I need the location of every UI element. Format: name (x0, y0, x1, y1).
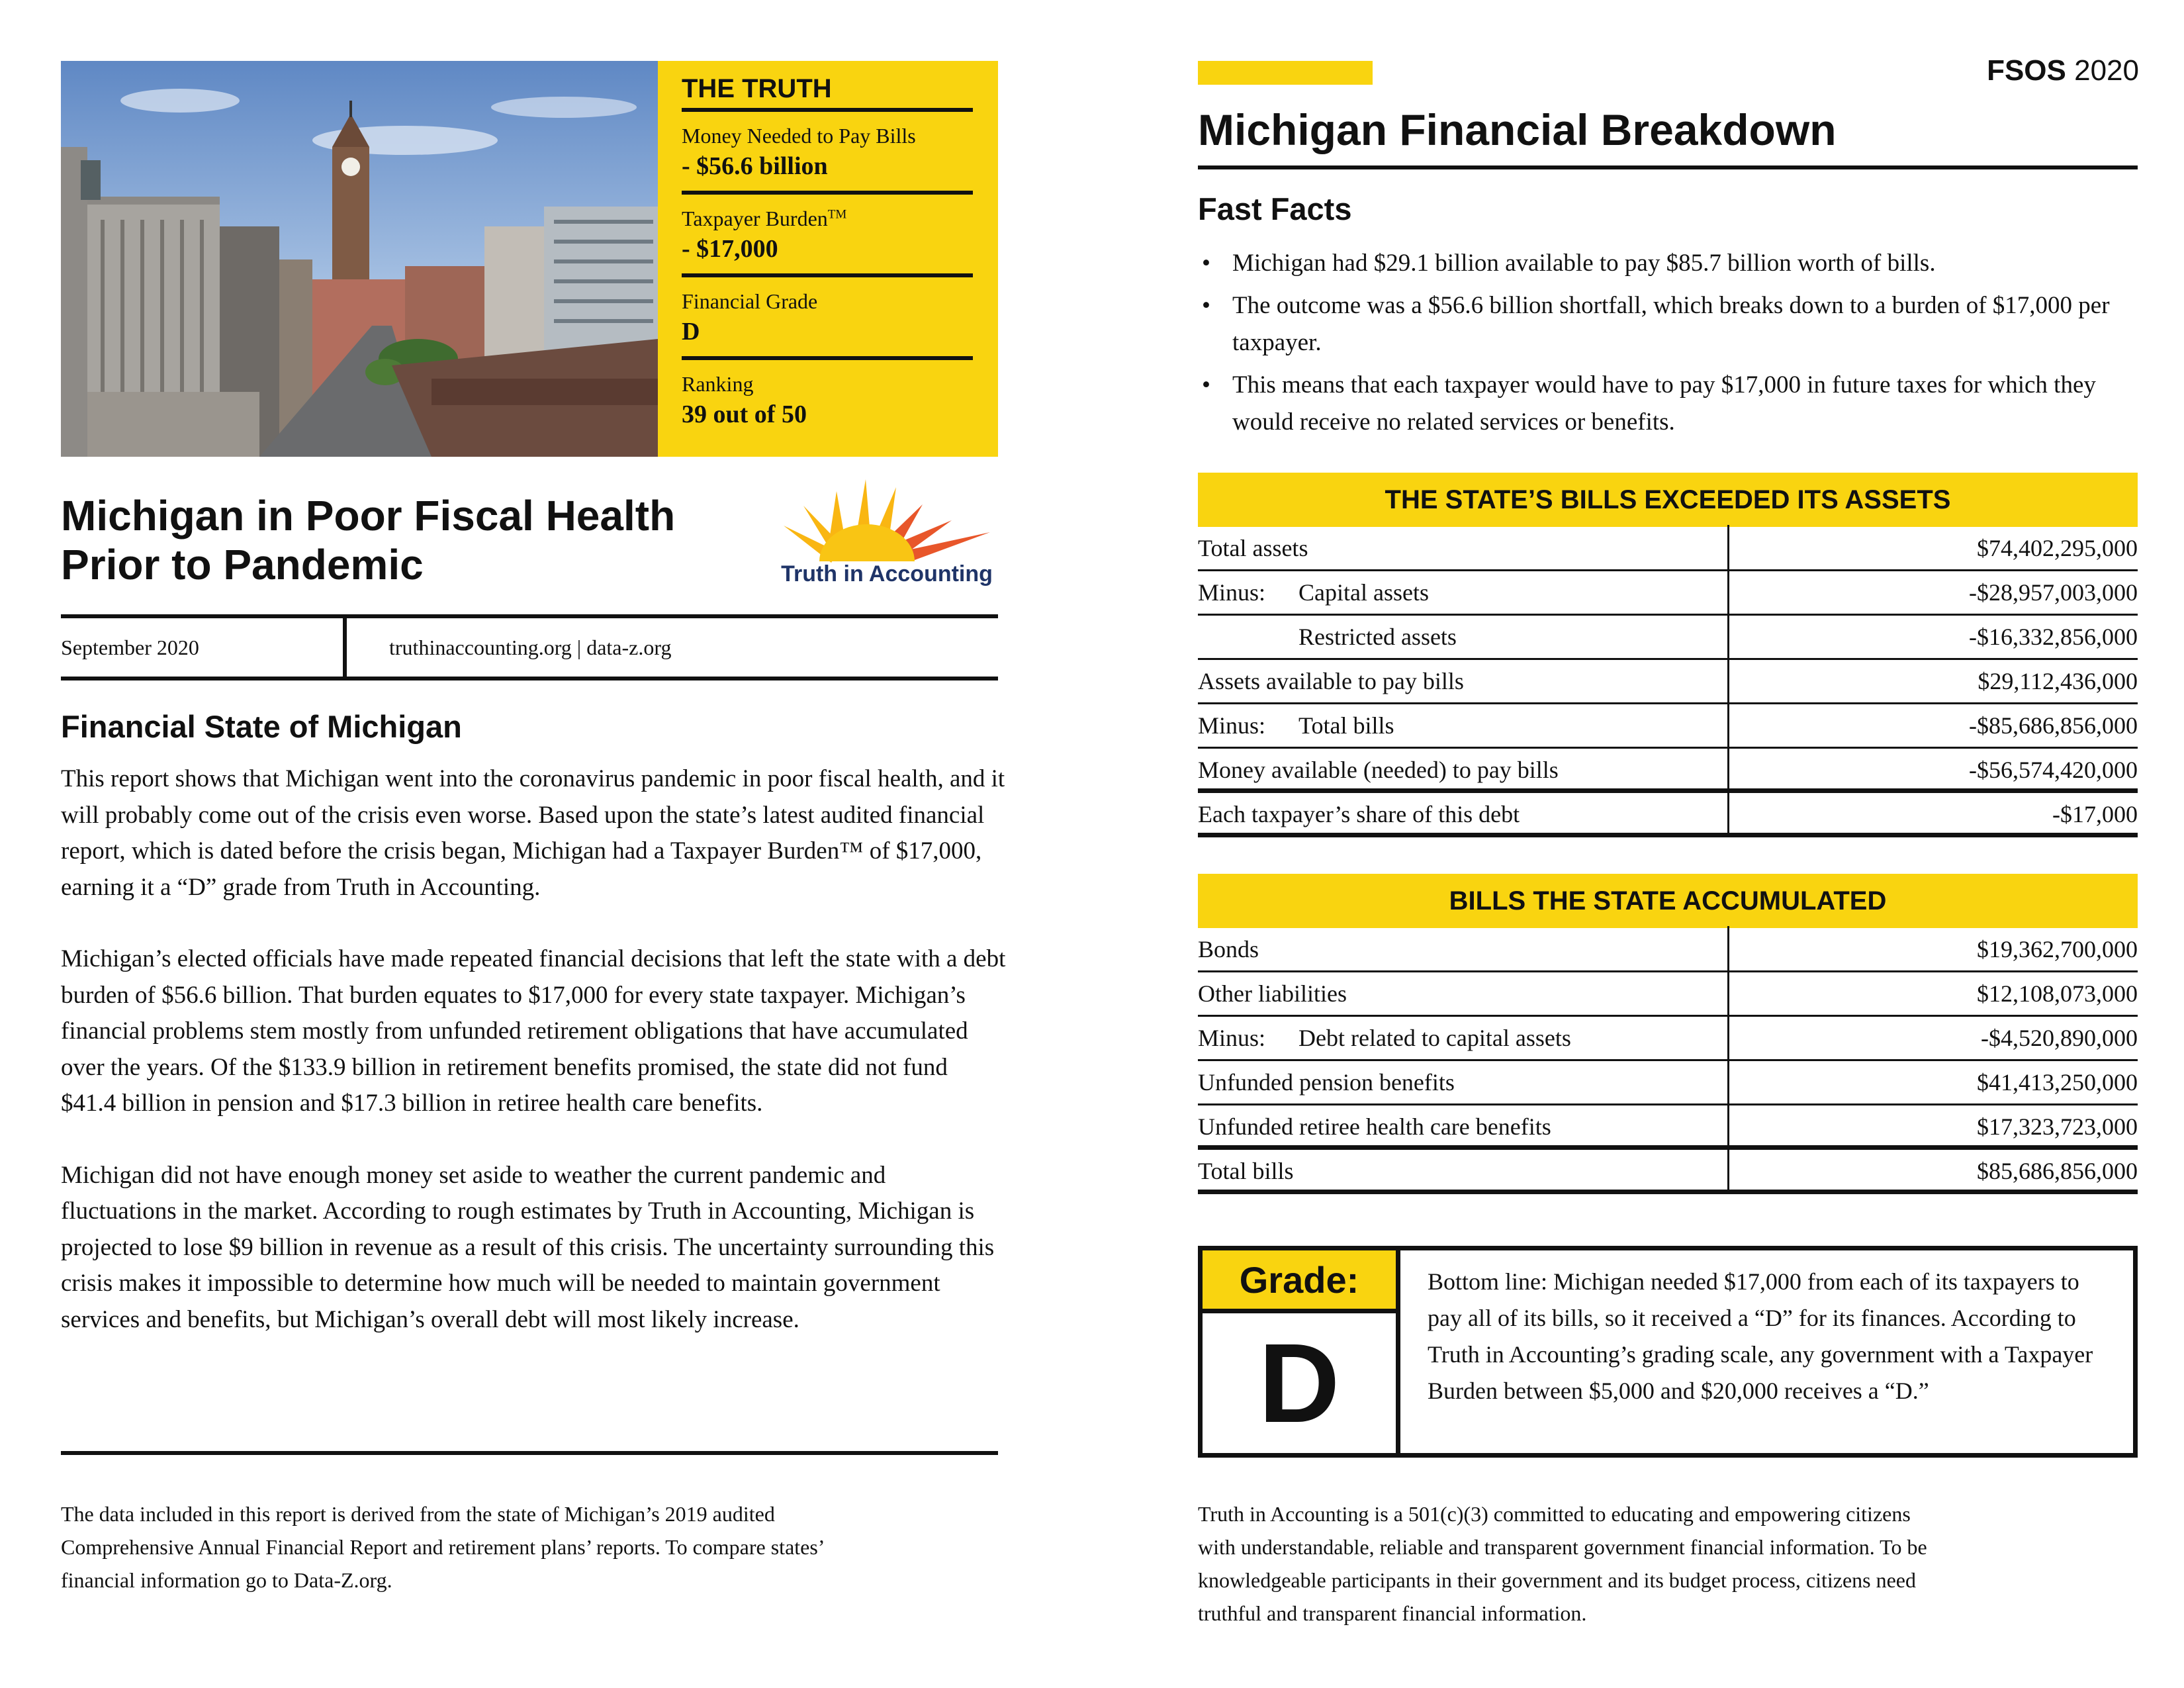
taxpayer-burden-value: - $17,000 (682, 234, 778, 263)
row-label: Total bills (1198, 1158, 1294, 1184)
column-divider (1727, 1015, 1729, 1061)
grade-box (1198, 1246, 2138, 1458)
fast-facts-heading: Fast Facts (1198, 191, 1352, 226)
fsos-bold: FSOS (1987, 54, 2066, 87)
row-label: Other liabilities (1198, 980, 1347, 1007)
body-paragraph: Michigan’s elected officials have made repeated financial decisions that left the state with a debt burden of $56.6 billion. That burden equates to $17,000 for every state taxpayer. Michigan’s financial problems stem mostly from unfunded retirement obligations that have accumulated over the years. Of the $133.9 billion in retirement benefits promised, the state did not fund $41.4 billion in pension and $17.3 billion in retiree health care benefits. (61, 945, 1006, 1117)
taxpayer-burden-item (682, 195, 973, 277)
row-value: -$16,332,856,000 (1969, 624, 2138, 650)
financial-grade-value: D (682, 317, 700, 346)
row-label-cell (1198, 1017, 1571, 1059)
bills-table-heading: BILLS THE STATE ACCUMULATED (1198, 874, 2138, 928)
table-row (1198, 749, 2138, 793)
financial-state-body (61, 761, 1007, 1374)
ranking-value: 39 out of 50 (682, 400, 807, 428)
assets-table (1198, 473, 2138, 837)
table-row (1198, 527, 2138, 571)
row-value: -$17,000 (2052, 801, 2138, 827)
report-title-line2: Prior to Pandemic (61, 541, 424, 588)
row-label-cell (1198, 704, 1394, 747)
column-divider (1727, 926, 1729, 972)
row-label: Unfunded retiree health care benefits (1198, 1113, 1551, 1140)
column-divider (1727, 614, 1729, 660)
row-value: $17,323,723,000 (1977, 1113, 2138, 1140)
bills-table (1198, 874, 2138, 1194)
row-value: $85,686,856,000 (1977, 1158, 2138, 1184)
row-value: -$4,520,890,000 (1981, 1025, 2138, 1051)
table-row (1198, 1061, 2138, 1105)
column-divider (1727, 1148, 1729, 1194)
row-value: -$28,957,003,000 (1969, 579, 2138, 606)
footnote-line: financial information go to Data-Z.org. (61, 1568, 392, 1592)
fast-fact-item: • The outcome was a $56.6 billion shortfall, which breaks down to a burden of $17,000 per taxpayer. (1198, 287, 2138, 361)
footnote-line: The data included in this report is derived from the state of Michigan’s 2019 audited (61, 1502, 775, 1526)
table-row (1198, 1017, 2138, 1061)
body-paragraph: Michigan did not have enough money set aside to weather the current pandemic and fluctuations in the market. According to rough estimates by Truth in Accounting, Michigan is projected to lose $9 billion in revenue as a result of this crisis. The uncertainty surrounding this crisis makes it impossible to determine how much will be needed to maintain government services and benefits, but Michigan’s overall debt will most likely increase. (61, 1161, 995, 1333)
ranking-label: Ranking (682, 371, 754, 396)
financial-state-heading: Financial State of Michigan (61, 709, 462, 744)
row-prefix: Minus: (1198, 1025, 1266, 1051)
table-row (1198, 660, 2138, 704)
assets-table-heading: THE STATE’S BILLS EXCEEDED ITS ASSETS (1198, 473, 2138, 527)
column-divider (1727, 702, 1729, 749)
fast-fact-item: • This means that each taxpayer would have to pay $17,000 in future taxes for which they would receive no related services or benefits. (1198, 367, 2138, 441)
fsos-label (1987, 54, 2139, 87)
footnote-line: truthful and transparent financial information. (1198, 1601, 1587, 1625)
about-tia-footnote (1198, 1497, 1927, 1630)
row-value: $12,108,073,000 (1977, 980, 2138, 1007)
row-value: $29,112,436,000 (1978, 668, 2138, 694)
column-divider (1727, 1103, 1729, 1150)
grade-label: Grade: (1203, 1250, 1396, 1313)
footnote-line: knowledgeable participants in their government and its budget process, citizens need (1198, 1568, 1916, 1592)
row-label: Restricted assets (1298, 624, 1457, 650)
row-value: $41,413,250,000 (1977, 1069, 2138, 1096)
money-needed-label: Money Needed to Pay Bills (682, 124, 916, 148)
column-divider (1727, 791, 1729, 837)
taxpayer-burden-label: Taxpayer Burden (682, 206, 828, 230)
column-divider (1727, 525, 1729, 571)
grade-badge (1203, 1250, 1400, 1453)
row-label: Assets available to pay bills (1198, 668, 1464, 694)
table-row (1198, 571, 2138, 616)
row-value: $74,402,295,000 (1977, 535, 2138, 561)
report-title (61, 491, 743, 589)
cityscape-illustration (61, 61, 658, 457)
row-label: Bonds (1198, 936, 1259, 962)
taxpayer-burden-label-row (682, 205, 973, 233)
ranking-item (682, 360, 973, 439)
column-divider (1727, 970, 1729, 1017)
website-links[interactable]: truthinaccounting.org | data-z.org (389, 635, 672, 659)
row-label: Capital assets (1298, 579, 1429, 606)
table-row (1198, 793, 2138, 837)
trademark-sup: TM (827, 207, 847, 222)
row-label-cell (1198, 571, 1429, 614)
row-label: Total assets (1198, 535, 1308, 561)
report-date: September 2020 (61, 635, 199, 659)
table-row (1198, 1105, 2138, 1150)
fsos-year: 2020 (2074, 54, 2139, 87)
logo-wordmark: Truth in Accounting (781, 561, 993, 586)
footnote-line: with understandable, reliable and transparent government financial information. To be (1198, 1535, 1927, 1559)
column-divider (1727, 658, 1729, 704)
money-needed-value: - $56.6 billion (682, 152, 828, 180)
column-divider (1727, 569, 1729, 616)
cityscape-photo (61, 61, 658, 457)
footnote-line: Comprehensive Annual Financial Report and retirement plans’ reports. To compare states’ (61, 1535, 825, 1559)
accent-bar (1198, 61, 1373, 85)
body-paragraph: This report shows that Michigan went into the coronavirus pandemic in poor fiscal health, and it will probably come out of the crisis even worse. Based upon the state’s latest audited financial report, which is dated before the crisis began, Michigan had a Taxpayer Burden™ of $17,000, earning it a “D” grade from Truth in Accounting. (61, 765, 1005, 901)
bottom-line-text: Bottom line: Michigan needed $17,000 from each of its taxpayers to pay all of its bills, so it received a “D” for its finances. According to Truth in Accounting’s grading scale, any government with a Taxpayer Burden between $5,000 and $20,000 receives a “D.” (1428, 1268, 2093, 1404)
fast-fact-item: • Michigan had $29.1 billion available to pay $85.7 billion worth of bills. (1198, 245, 2138, 282)
table-row (1198, 616, 2138, 660)
row-label-cell (1198, 616, 1457, 658)
breakdown-title: Michigan Financial Breakdown (1198, 105, 1837, 154)
row-prefix: Minus: (1198, 712, 1266, 739)
report-title-line1: Michigan in Poor Fiscal Health (61, 492, 676, 539)
data-source-footnote (61, 1497, 825, 1597)
row-label: Each taxpayer’s share of this debt (1198, 801, 1520, 827)
grade-letter: D (1258, 1320, 1340, 1446)
fast-facts-list (1198, 245, 2138, 446)
row-value: $19,362,700,000 (1977, 936, 2138, 962)
date-links-row (61, 614, 998, 680)
financial-grade-item (682, 277, 973, 360)
row-label: Debt related to capital assets (1298, 1025, 1571, 1051)
table-row (1198, 972, 2138, 1017)
the-truth-box (658, 61, 998, 457)
table-row (1198, 928, 2138, 972)
date-divider (343, 618, 347, 677)
financial-grade-label: Financial Grade (682, 289, 818, 313)
row-value: -$56,574,420,000 (1969, 757, 2138, 783)
row-label: Total bills (1298, 712, 1394, 739)
footnote-divider (61, 1451, 998, 1455)
truth-box-title: THE TRUTH (682, 74, 973, 112)
row-prefix: Minus: (1198, 579, 1266, 606)
money-needed-item (682, 112, 973, 195)
column-divider (1727, 747, 1729, 793)
column-divider (1727, 1059, 1729, 1105)
footnote-line: Truth in Accounting is a 501(c)(3) committed to educating and empowering citizens (1198, 1502, 1911, 1526)
table-row (1198, 704, 2138, 749)
title-rule (1198, 165, 2138, 169)
row-label: Unfunded pension benefits (1198, 1069, 1455, 1096)
table-row (1198, 1150, 2138, 1194)
row-label: Money available (needed) to pay bills (1198, 757, 1559, 783)
row-value: -$85,686,856,000 (1969, 712, 2138, 739)
